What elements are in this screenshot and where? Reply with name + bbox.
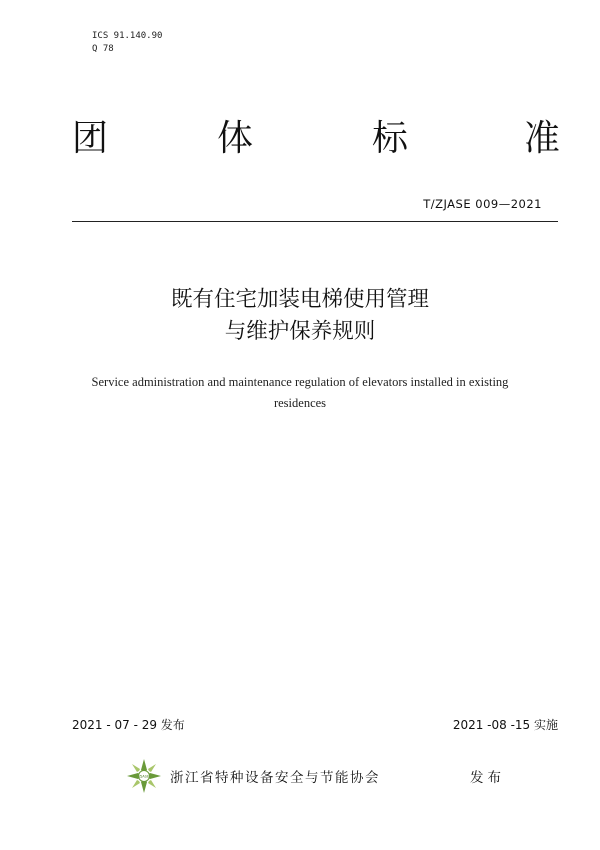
classification-codes [92,30,162,56]
publisher-block [126,758,546,794]
heading-char-3: 标 [372,118,409,159]
ics-code: ICS 91.140.90 [92,31,163,41]
heading-char-2: 体 [217,118,254,159]
implementation-date: 2021 -08 -15 实施 [452,718,558,732]
heading-char-1: 团 [72,118,109,159]
chinese-title-line-1: 既有住宅加装电梯使用管理 [170,287,429,312]
chinese-title-line-2: 与维护保养规则 [224,319,376,344]
issue-date: 2021 - 07 - 29 发布 [72,718,185,732]
standard-number: T/ZJASE 009—2021 [423,197,542,211]
group-standard-heading [72,116,560,166]
chinese-title [0,284,600,348]
association-logo-icon [126,758,162,794]
publisher-name: 浙江省特种设备安全与节能协会 [170,770,380,786]
publish-label: 发布 [470,770,505,786]
logo-text: ZJASE [138,774,150,779]
heading-char-4: 准 [524,118,561,159]
ccs-code: Q 78 [92,44,114,54]
english-title: Service administration and maintenance regulation of elevators installed in existing residences [91,375,509,410]
header-divider [72,221,558,222]
